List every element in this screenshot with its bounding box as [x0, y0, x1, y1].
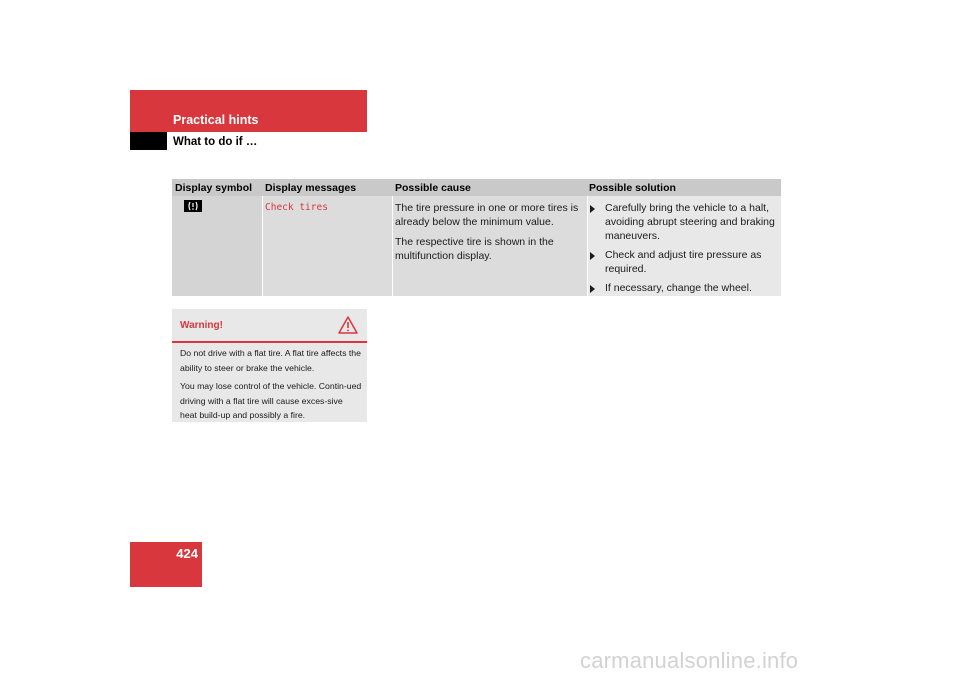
column-header-possible-cause: Possible cause	[395, 182, 471, 194]
subsection-marker	[130, 132, 167, 150]
bullet-arrow-icon	[590, 252, 595, 260]
cause-paragraph: The tire pressure in one or more tires is already below the minimum value.	[395, 202, 579, 228]
page-number: 424	[176, 546, 198, 561]
tire-pressure-icon	[184, 200, 202, 212]
column-header-possible-solution: Possible solution	[589, 182, 676, 194]
section-title: Practical hints	[173, 113, 259, 127]
table-cell-symbol	[172, 196, 262, 296]
bullet-arrow-icon	[590, 285, 595, 293]
column-header-display-symbol: Display symbol	[175, 182, 253, 194]
table-cell-solution	[588, 196, 781, 296]
table-cell-cause	[393, 196, 587, 296]
bullet-arrow-icon	[590, 205, 595, 213]
solution-item: If necessary, change the wheel.	[590, 281, 778, 295]
page-number-box	[130, 542, 202, 587]
warning-divider	[172, 341, 367, 343]
solution-item: Carefully bring the vehicle to a halt, avoiding abrupt steering and braking maneuvers.	[590, 201, 778, 243]
warning-triangle-icon	[338, 316, 358, 334]
table-cell-message	[263, 196, 392, 296]
solution-item: Check and adjust tire pressure as required.	[590, 248, 778, 276]
table-header	[172, 179, 781, 196]
warning-title: Warning!	[180, 320, 223, 331]
column-header-display-messages: Display messages	[265, 182, 357, 194]
warning-box	[172, 309, 367, 422]
display-message: Check tires	[265, 202, 328, 213]
watermark: carmanualsonline.info	[580, 648, 799, 673]
subsection-title: What to do if …	[173, 136, 258, 148]
troubleshooting-table	[172, 179, 781, 296]
cause-paragraph: The respective tire is shown in the multifunction display.	[395, 236, 554, 262]
warning-paragraph: You may lose control of the vehicle. Contin-ued driving with a flat tire will cause exces-sive heat build-up and possibly a fire.	[180, 381, 362, 420]
warning-paragraph: Do not drive with a flat tire. A flat tire affects the ability to steer or brake the vehicle.	[180, 348, 361, 373]
